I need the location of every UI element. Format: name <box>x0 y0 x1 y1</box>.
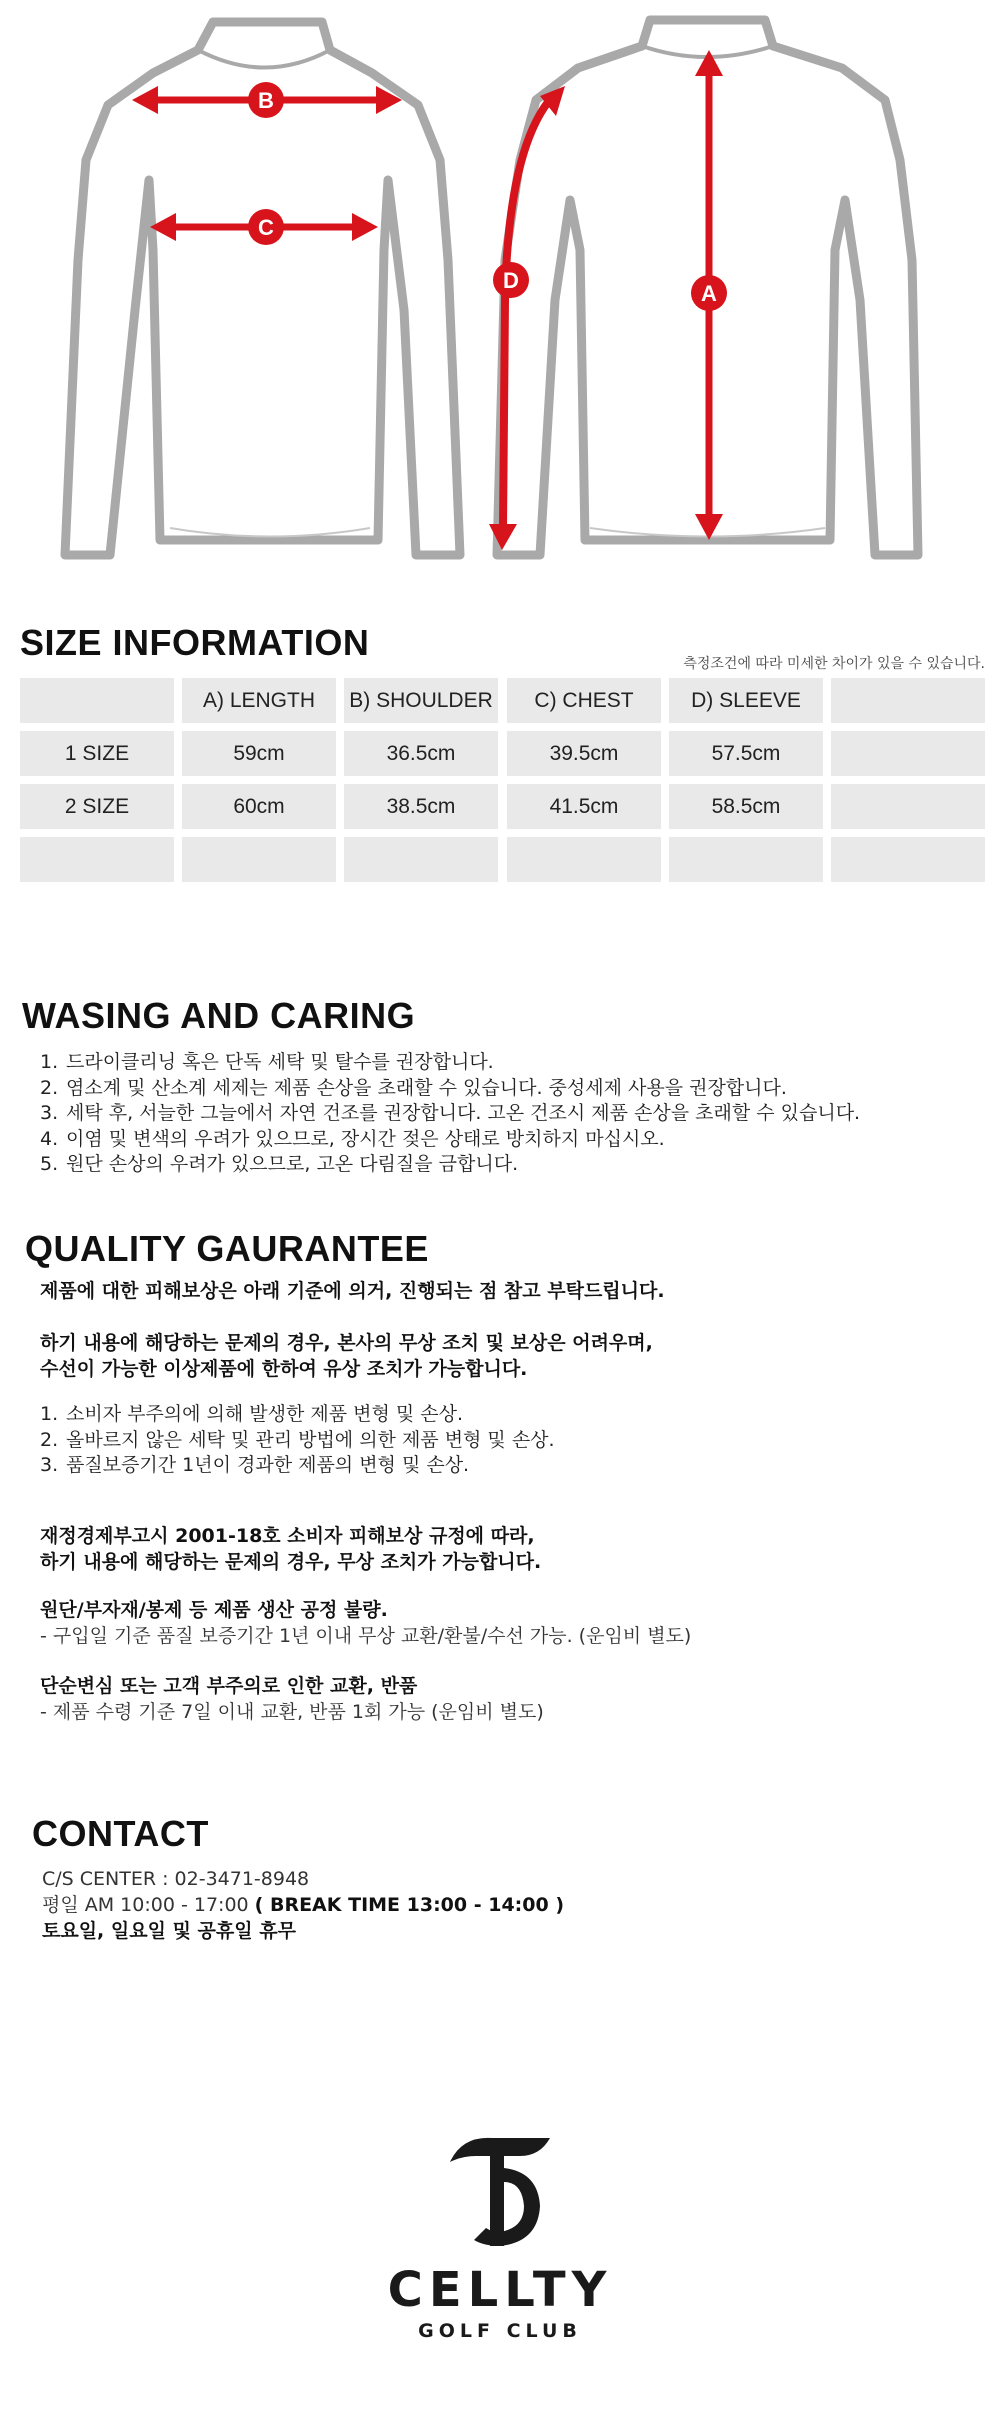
table-cell: 41.5cm <box>507 784 661 829</box>
quality-title: QUALITY GAURANTEE <box>25 1228 429 1269</box>
svg-text:C: C <box>258 215 274 240</box>
marker-b <box>248 82 284 118</box>
svg-text:B: B <box>258 88 274 113</box>
table-header-cell <box>20 678 174 723</box>
table-cell: 39.5cm <box>507 731 661 776</box>
brand-name: CELLTY <box>387 2262 613 2318</box>
business-hours <box>42 1892 564 1918</box>
washing-title: WASING AND CARING <box>22 995 416 1036</box>
cs-center: C/S CENTER : 02-3471-8948 <box>42 1868 310 1890</box>
table-cell: 1 SIZE <box>20 731 174 776</box>
list-item: 2. 염소계 및 산소계 세제는 제품 손상을 초래할 수 있습니다. 중성세제 사용을 권장합니다. <box>40 1076 787 1099</box>
break-time: ( BREAK TIME 13:00 - 14:00 ) <box>254 1894 565 1916</box>
table-cell <box>831 784 985 829</box>
quality-intro: 제품에 대한 피해보상은 아래 기준에 의거, 진행되는 점 참고 부탁드립니다. <box>40 1280 665 1302</box>
quality-para2-line2: 하기 내용에 해당하는 문제의 경우, 무상 조치가 가능합니다. <box>40 1551 542 1573</box>
table-cell: 57.5cm <box>669 731 823 776</box>
defect-title: 원단/부자재/봉제 등 제품 생산 공정 불량. <box>40 1599 388 1621</box>
list-item: 3. 세탁 후, 서늘한 그늘에서 자연 건조를 권장합니다. 고온 건조시 제품 손상을 초래할 수 있습니다. <box>40 1102 861 1124</box>
size-info-title: SIZE INFORMATION <box>20 622 370 663</box>
washing-list <box>22 1050 982 1178</box>
table-cell <box>831 837 985 882</box>
defect-desc: - 구입일 기준 품질 보증기간 1년 이내 무상 교환/환불/수선 가능. (운임비 별도) <box>40 1625 692 1647</box>
closed-days: 토요일, 일요일 및 공휴일 휴무 <box>42 1920 296 1942</box>
list-item: 3. 품질보증기간 1년이 경과한 제품의 변형 및 손상. <box>40 1454 470 1476</box>
marker-d <box>493 262 529 298</box>
marker-a <box>691 275 727 311</box>
table-cell: 38.5cm <box>344 784 498 829</box>
table-header-cell <box>831 678 985 723</box>
table-header-chest: C) CHEST <box>507 678 661 723</box>
list-item: 1. 드라이클리닝 혹은 단독 세탁 및 탈수를 권장합니다. <box>40 1051 494 1073</box>
table-cell <box>20 837 174 882</box>
measurement-note: 측정조건에 따라 미세한 차이가 있을 수 있습니다. <box>683 656 985 672</box>
table-cell <box>831 731 985 776</box>
list-item: 2. 올바르지 않은 세탁 및 관리 방법에 의한 제품 변형 및 손상. <box>40 1428 555 1451</box>
quality-list <box>22 1402 982 1479</box>
table-header-shoulder: B) SHOULDER <box>344 678 498 723</box>
table-header-length: A) LENGTH <box>182 678 336 723</box>
table-header-sleeve: D) SLEEVE <box>669 678 823 723</box>
contact-title: CONTACT <box>32 1813 209 1854</box>
table-cell: 36.5cm <box>344 731 498 776</box>
brand-logo-mark <box>440 2128 560 2258</box>
table-cell: 2 SIZE <box>20 784 174 829</box>
quality-para1-line1: 하기 내용에 해당하는 문제의 경우, 본사의 무상 조치 및 보상은 어려우며, <box>40 1332 653 1354</box>
quality-para2-line1: 재정경제부고시 2001-18호 소비자 피해보상 규정에 따라, <box>40 1525 535 1547</box>
change-desc: - 제품 수령 기준 7일 이내 교환, 반품 1회 가능 (운임비 별도) <box>40 1701 544 1723</box>
table-cell <box>344 837 498 882</box>
hours-text: 평일 AM 10:00 - 17:00 <box>42 1894 249 1916</box>
svg-text:A: A <box>701 281 717 306</box>
table-cell: 59cm <box>182 731 336 776</box>
change-title: 단순변심 또는 고객 부주의로 인한 교환, 반품 <box>40 1675 418 1697</box>
table-cell <box>669 837 823 882</box>
table-cell <box>182 837 336 882</box>
list-item: 1. 소비자 부주의에 의해 발생한 제품 변형 및 손상. <box>40 1403 464 1425</box>
brand-subtitle: GOLF CLUB <box>418 2320 582 2342</box>
list-item: 5. 원단 손상의 우려가 있으므로, 고온 다림질을 금합니다. <box>40 1153 519 1175</box>
list-item: 4. 이염 및 변색의 우려가 있으므로, 장시간 젖은 상태로 방치하지 마십시오. <box>40 1127 665 1150</box>
svg-text:D: D <box>503 268 519 293</box>
table-cell: 60cm <box>182 784 336 829</box>
marker-c <box>248 209 284 245</box>
quality-para1-line2: 수선이 가능한 이상제품에 한하여 유상 조치가 가능합니다. <box>40 1358 528 1380</box>
table-cell: 58.5cm <box>669 784 823 829</box>
garment-diagram <box>0 0 1000 570</box>
table-cell <box>507 837 661 882</box>
